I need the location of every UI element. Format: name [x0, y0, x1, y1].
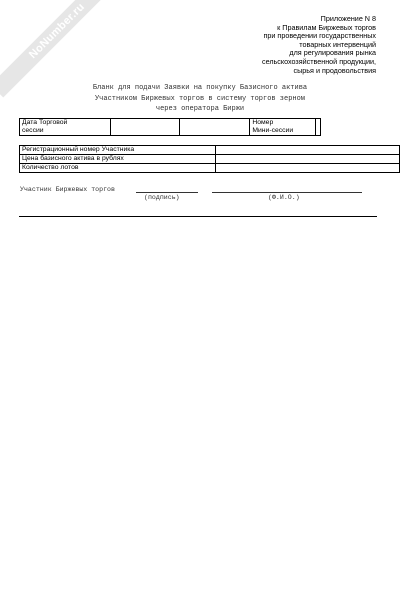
form-title-line: Бланк для подачи Заявки на покупку Базисного актива [92, 84, 308, 92]
appendix-line: при проведении государственных [263, 31, 376, 41]
registration-number-field[interactable] [216, 146, 400, 155]
mini-session-number-field[interactable] [316, 119, 321, 136]
table-row [20, 155, 400, 164]
form-title-line: Участником Биржевых торгов в систему торгов зерном [94, 94, 306, 103]
session-date-field[interactable] [110, 119, 180, 136]
appendix-line: сырья и продовольствия [293, 65, 376, 75]
mini-session-number-label [250, 119, 316, 136]
bottom-divider [19, 216, 377, 217]
appendix-header [176, 15, 376, 75]
details-table [19, 145, 400, 173]
session-date-label-line: Дата Торговой [22, 119, 68, 126]
table-row [20, 146, 400, 155]
lot-count-field[interactable] [216, 164, 400, 173]
form-title-line: через оператора Биржи [155, 105, 245, 113]
mini-session-label-line: Мини-сессии [252, 126, 294, 134]
table-row [20, 164, 400, 173]
signature-caption: (подпись) [144, 194, 180, 201]
appendix-line: товарных интервенций [299, 39, 376, 49]
lot-count-label: Количество лотов [20, 164, 216, 173]
session-date-label-line: сессии [22, 126, 44, 134]
session-date-label [20, 119, 111, 136]
watermark: NoNumber.ru [0, 0, 123, 97]
session-table [19, 118, 321, 136]
full-name-caption: (Ф.И.О.) [268, 194, 300, 201]
appendix-line: Приложение N 8 [320, 14, 376, 23]
appendix-line: для регулирования рынка [289, 48, 376, 58]
base-asset-price-field[interactable] [216, 155, 400, 164]
session-row [20, 119, 321, 136]
appendix-line: сельскохозяйственной продукции, [261, 56, 376, 66]
mini-session-label-line: Номер [252, 119, 274, 126]
signature-line[interactable] [136, 192, 198, 193]
full-name-line[interactable] [212, 192, 362, 193]
form-title [40, 83, 360, 115]
base-asset-price-label: Цена базисного актива в рублях [20, 155, 216, 164]
appendix-line: к Правилам Биржевых торгов [277, 22, 376, 32]
session-gap-cell [180, 119, 250, 136]
registration-number-label: Регистрационный номер Участника [20, 146, 216, 155]
participant-label: Участник Биржевых торгов [20, 186, 115, 193]
